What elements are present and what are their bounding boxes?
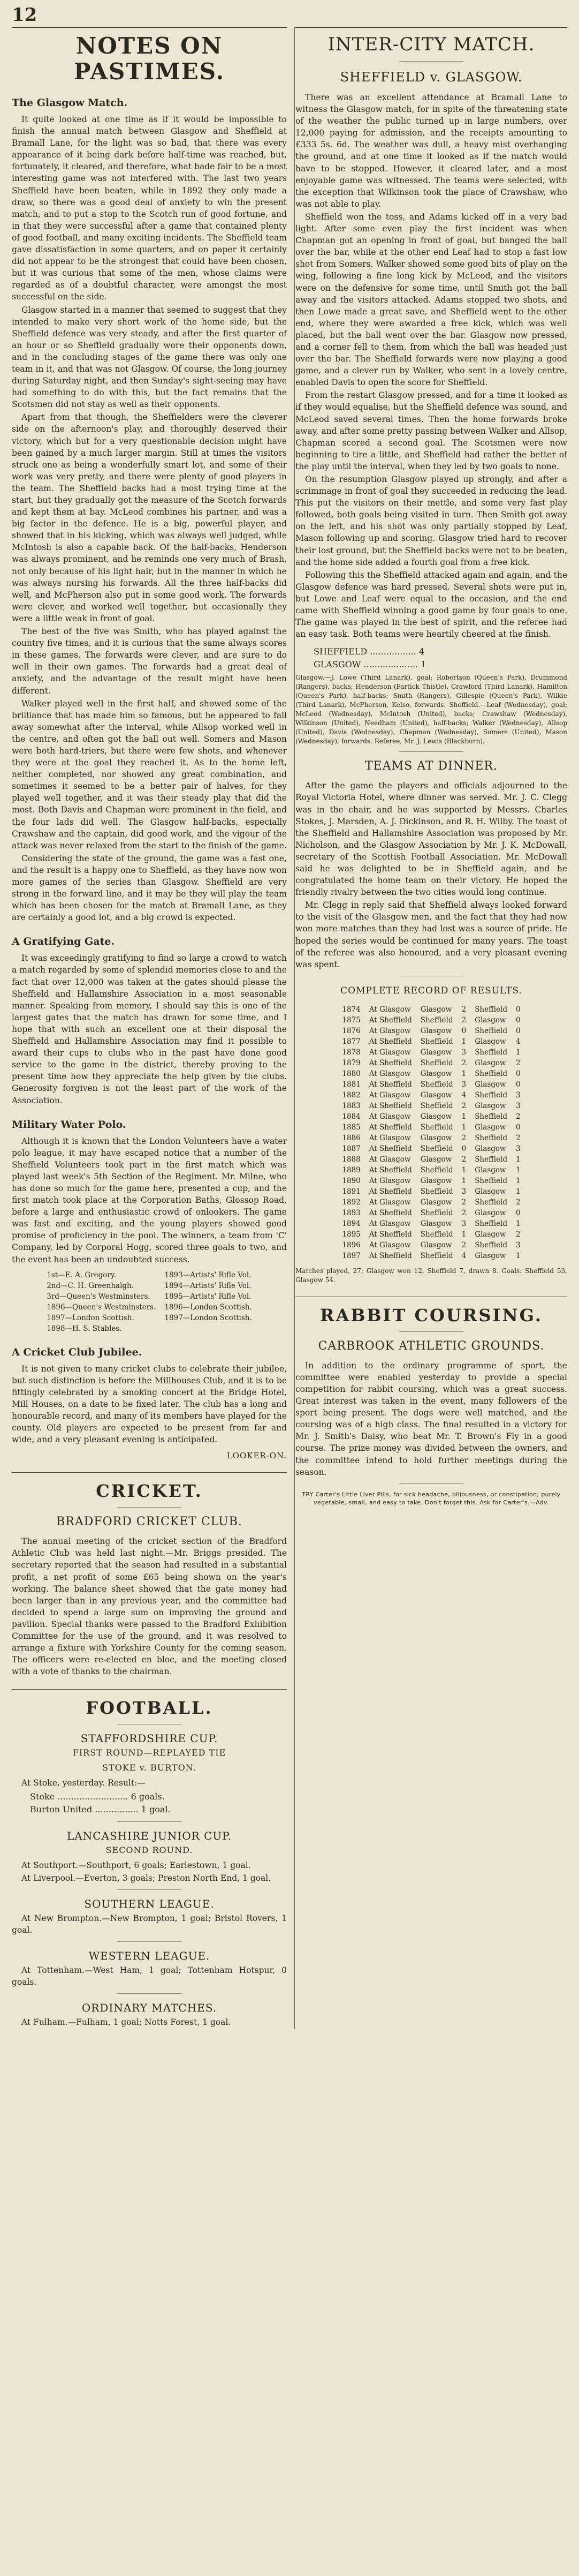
record-cell: 3: [515, 1240, 521, 1249]
rabbit-coursing-heading: RABBIT COURSING.: [320, 1305, 543, 1325]
lancashire-round: SECOND ROUND.: [105, 1844, 193, 1855]
record-cell: At Glasgow: [369, 1133, 411, 1142]
record-cell: 2: [461, 1133, 467, 1142]
record-cell: Sheffield: [420, 1144, 453, 1153]
record-cell: 2: [515, 1058, 521, 1067]
record-cell: At Sheffield: [369, 1101, 412, 1110]
record-cell: Sheffield: [475, 1005, 507, 1014]
record-cell: At Glasgow: [369, 1090, 411, 1099]
final-score-home: SHEFFIELD ................. 4: [314, 646, 425, 657]
record-cell: 1894: [342, 1219, 361, 1228]
match-report-paragraph: There was an excellent attendance at Bramall Lane to witness the Glasgow match, for in spite of the threatening state of the weather the public turned up in large numbers, over 12,000 paying for admission, and the receipts amounting to £333 5s. 6d. The weather was dull, a heavy mist overhanging the ground, and at one time it looked as if the match would have to be stopped. However, it cleared later, and a most enjoyable game was witnessed. The teams were selected, with the exception that Wilkinson took the place of Crawshaw, who was not able to play.: [295, 93, 567, 209]
record-cell: Sheffield: [420, 1208, 453, 1217]
record-cell: 0: [461, 1144, 467, 1153]
record-cell: Glasgow: [475, 1015, 506, 1025]
record-cell: Glasgow: [420, 1133, 452, 1142]
record-cell: At Sheffield: [369, 1144, 412, 1153]
polo-row: [42, 1291, 256, 1302]
record-cell: At Sheffield: [369, 1165, 412, 1174]
record-cell: Glasgow: [420, 1026, 452, 1035]
record-row: [338, 1079, 524, 1090]
section-rule: [12, 1472, 287, 1473]
record-cell: 1879: [342, 1058, 361, 1067]
polo-cell: 1898—H. S. Stables.: [47, 1324, 122, 1333]
record-row: [338, 1111, 524, 1122]
polo-row: [42, 1270, 256, 1281]
record-cell: Glasgow: [475, 1101, 506, 1110]
record-row: [338, 1122, 524, 1133]
record-cell: Sheffield: [420, 1080, 453, 1089]
record-cell: 1876: [342, 1026, 361, 1035]
record-cell: 3: [461, 1187, 467, 1196]
record-row: [338, 1036, 524, 1047]
record-row: [338, 1154, 524, 1165]
polo-cell: 1894—Artists' Rifle Vol.: [164, 1281, 252, 1290]
match-result: At New Brompton.—New Brompton, 1 goal; Bristol Rovers, 1 goal.: [12, 1913, 287, 1935]
football-heading: FOOTBALL.: [86, 1698, 213, 1719]
records-block: [295, 1004, 567, 1261]
record-row: [338, 1004, 524, 1015]
match-report-paragraph: On the resumption Glasgow played up strongly, and after a scrimmage in front of goal they succeeded in reducing the lead. This put the visitors on their mettle, and some very fast play followed, both goals being visited in turn. Then Smith got away on the left, and his shot was only partially stopped by Leaf, Mason following up and scoring. Glasgow tried hard to recover their lost ground, but the Sheffield backs were not to be beaten, and the home side added a fourth goal from a free kick.: [295, 474, 567, 567]
southern-league-heading: SOUTHERN LEAGUE.: [84, 1897, 215, 1910]
record-cell: At Sheffield: [369, 1251, 412, 1260]
advert-footer: TRY Carter's Little Liver Pills, for sick headache, biliousness, or constipation; purely vegetable, small, and easy to take. Don't forget this. Ask for Carter's.—Adv.: [302, 1490, 561, 1506]
record-cell: 3: [515, 1144, 521, 1153]
carbrook-paragraph: In addition to the ordinary programme of sport, the committee were enabled yesterday to provide a special competition for rabbit coursing, which was a great success. Great interest was taken in the event, many followers of the sport being present. The dogs were well matched, and the coursing was of a high class. The final resulted in a victory for Mr. J. Smith's Daisy, who beat Mr. T. Brown's Fly in a good course. The prize money was divided between the owners, and the committee intend to hold further meetings during the season.: [295, 1360, 567, 1477]
notes-title: NOTES ON PASTIMES.: [73, 33, 225, 85]
record-cell: At Sheffield: [369, 1080, 412, 1089]
record-cell: 1: [461, 1112, 467, 1121]
record-cell: At Sheffield: [369, 1037, 412, 1046]
bradford-paragraph: The annual meeting of the cricket section of the Bradford Athletic Club was held last night.—Mr. Briggs presided. The secretary reported that the season had resulted in a substantial profit, a net profit of some £65 being shown on the year's working. The balance sheet showed that the gate money had been larger than in any previous year, and the committee had decided to spend a large sum on improving the ground and pavilion. Special thanks were passed to the Bradford Exhibition Committee for the use of the ground, and it was resolved to arrange a fixture with Yorkshire County for the coming season. The officers were re-elected en bloc, and the meeting closed with a vote of thanks to the chairman.: [12, 1536, 287, 1677]
record-cell: 2: [461, 1005, 467, 1014]
record-cell: 1: [461, 1165, 467, 1174]
record-cell: Sheffield: [420, 1037, 453, 1046]
record-cell: Sheffield: [420, 1230, 453, 1239]
match-result: At Fulham.—Fulham, 1 goal; Notts Forest, 1 goal.: [21, 2017, 231, 2028]
record-cell: 4: [515, 1037, 521, 1046]
short-rule: [117, 1941, 181, 1942]
record-cell: At Glasgow: [369, 1155, 411, 1164]
record-cell: Glasgow: [475, 1080, 506, 1089]
record-cell: At Sheffield: [369, 1123, 412, 1132]
match-report-paragraph: Following this the Sheffield attacked again and again, and the Glasgow defence was hard pressed. Several shots were put in, but Lowe and Leaf were equal to the occasion, and the end came with Sheffield winning a good game by four goals to one. The game was played in the best of spirit, and the referee had an easy task. Both teams were heartily cheered at the finish.: [295, 570, 567, 639]
cricket-heading: CRICKET.: [96, 1481, 203, 1502]
staffordshire-round: FIRST ROUND—REPLAYED TIE: [72, 1748, 226, 1758]
polo-cell: 3rd—Queen's Westminsters.: [47, 1292, 150, 1301]
glasgow-paragraph: The best of the five was Smith, who has played against the country five times, and it is curious that the same always scores in these games. The forwards were clever, and are sure to do well in their own games. The forwards had a great deal of anxiety, and the advantage of the result might have been different.: [12, 627, 287, 696]
top-rule: [12, 27, 287, 28]
polo-winners-table: [42, 1270, 256, 1334]
record-cell: Glasgow: [475, 1058, 506, 1067]
match-subtitle: SHEFFIELD v. GLASGOW.: [340, 70, 523, 85]
record-cell: 1880: [342, 1069, 361, 1078]
record-cell: Sheffield: [420, 1058, 453, 1067]
record-row: [338, 1101, 524, 1111]
record-cell: Glasgow: [420, 1176, 452, 1185]
staffordshire-match: STOKE v. BURTON.: [102, 1762, 196, 1773]
record-cell: 2: [461, 1101, 467, 1110]
record-cell: At Glasgow: [369, 1176, 411, 1185]
record-row: [338, 1218, 524, 1229]
polo-row: [42, 1323, 256, 1334]
dinner-paragraph: After the game the players and officials adjourned to the Royal Victoria Hotel, where dinner was served. Mr. J. C. Clegg was in the chair, and he was supported by Messrs. Charles Stokes, J. Marsden, A. J. Dickinson, and R. H. Wilby. The toast of the Sheffield and Hallamshire Association was proposed by Mr. Nicholson, and the Glasgow Association by Mr. J. K. McDowall, secretary of the Scottish Football Association. Mr. McDowall said he was delighted to be in Sheffield again, and he congratulated the home team on their victory. He hoped the friendly rivalry between the two cities would long continue.: [295, 781, 567, 898]
record-cell: 1: [515, 1251, 521, 1260]
record-cell: Sheffield: [475, 1048, 507, 1057]
match-result: At Liverpool.—Everton, 3 goals; Preston North End, 1 goal.: [21, 1873, 271, 1883]
record-cell: 1877: [342, 1037, 361, 1046]
record-cell: Glasgow: [420, 1048, 452, 1057]
record-cell: Glasgow: [420, 1005, 452, 1014]
record-cell: At Glasgow: [369, 1112, 411, 1121]
record-cell: 1874: [342, 1005, 361, 1014]
polo-cell: 1897—London Scottish.: [164, 1313, 252, 1322]
record-cell: Glasgow: [475, 1037, 506, 1046]
record-row: [338, 1015, 524, 1026]
right-column: [295, 27, 567, 2029]
match-result: At Tottenham.—West Ham, 1 goal; Tottenham Hotspur, 0 goals.: [12, 1965, 287, 1987]
glasgow-paragraph: It quite looked at one time as if it would be impossible to finish the annual match between Glasgow and Sheffield at Bramall Lane, for the light was so bad, that there was every appearance of it being dark before half-time was reached, but, fortunately, it cleared, and therefore, what bade fair to be a most interesting game was not interfered with. The last two years Sheffield have been beaten, while in 1892 they only made a draw, so there was a good deal of anxiety to win the present match, and to put a stop to the Scotch run of good fortune, and in that they were successful after a game that contained plenty of good football, and many exciting incidents. The Sheffield team gave dissatisfaction in some quarters, and on paper it certainly did not appear to be the strongest that could have been chosen, but it was curious that some of the men, whose claims were regarded as of a doubtful character, were amongst the most successful on the side.: [12, 115, 287, 302]
record-cell: 1892: [342, 1197, 361, 1207]
record-cell: 4: [461, 1251, 467, 1260]
record-cell: Sheffield: [475, 1112, 507, 1121]
polo-paragraph: Although it is known that the London Volunteers have a water polo league, it may have escaped notice that a number of the Sheffield Volunteers took part in the first match which was played last week's 5th Section of the Regiment. Mr. Milne, who has done so much for the game here, presented a cup, and the first match took place at the Corporation Baths, Glossop Road, before a large and enthusiastic crowd of onlookers. The game was fast and exciting, and the young players showed good promise of proficiency in the pool. The winners, a team from 'C' Company, led by Corporal Hogg, scored three goals to two, and the event has been an undoubted success.: [12, 1136, 287, 1264]
match-report-paragraph: From the restart Glasgow pressed, and for a time it looked as if they would equalise, but the Sheffield defence was sound, and McLeod saved several times. Then the home forwards broke away, and after some pretty passing between Walker and Allsop, Chapman scored a second goal. The Scotsmen were now beginning to tire a little, and Sheffield had rather the better of the play until the interval, when they led by two goals to none.: [295, 390, 567, 471]
polo-row: [42, 1281, 256, 1291]
record-cell: 2: [461, 1197, 467, 1207]
record-cell: Sheffield: [420, 1251, 453, 1260]
record-cell: 1: [515, 1187, 521, 1196]
record-cell: Glasgow: [420, 1219, 452, 1228]
record-cell: Glasgow: [475, 1208, 506, 1217]
record-cell: 0: [515, 1123, 521, 1132]
staffordshire-cup-heading: STAFFORDSHIRE CUP.: [80, 1732, 218, 1745]
record-cell: 1: [461, 1037, 467, 1046]
columns: [12, 27, 567, 2029]
cricket-jubilee-heading: A Cricket Club Jubilee.: [12, 1346, 142, 1358]
short-rule: [399, 751, 463, 752]
record-cell: Glasgow: [420, 1240, 452, 1249]
record-cell: Glasgow: [420, 1197, 452, 1207]
record-cell: 2: [515, 1112, 521, 1121]
record-cell: At Glasgow: [369, 1026, 411, 1035]
score-line: Stoke .......................... 6 goals.: [30, 1791, 165, 1802]
polo-cell: 1897—London Scottish.: [47, 1313, 134, 1322]
record-cell: 2: [461, 1155, 467, 1164]
record-cell: Sheffield: [475, 1069, 507, 1078]
record-row: [338, 1208, 524, 1218]
polo-row: [42, 1302, 256, 1313]
record-cell: 2: [515, 1230, 521, 1239]
left-column: [12, 27, 295, 2029]
dinner-heading: TEAMS AT DINNER.: [364, 759, 498, 773]
record-cell: 1882: [342, 1090, 361, 1099]
record-cell: 1: [461, 1123, 467, 1132]
record-cell: At Sheffield: [369, 1208, 412, 1217]
record-cell: Glasgow: [420, 1069, 452, 1078]
short-rule: [399, 1483, 463, 1484]
glasgow-paragraph: Walker played well in the first half, and showed some of the brilliance that has made him so famous, but he appeared to fall away somewhat after the interval, while Allsop worked well in the centre, and often got the ball out well. Somers and Mason were both hard-triers, but there were few shots, and whenever they were at the goal they reached it. As to the home left, neither completed, nor showed any great combination, and sometimes it seemed to be a better pair of halves, for they played well together, and it was their steady play that did the most. Both Davis and Chapman were prominent in the field, and the four lads did well. The Glasgow half-backs, especially Crawshaw and the captain, did good work, and the vigour of the attack was never relaxed from the start to the finish of the game.: [12, 698, 287, 850]
glasgow-paragraph: Glasgow started in a manner that seemed to suggest that they intended to make very short work of the home side, but the Sheffield defence was very steady, and after the first quarter of an hour or so Sheffield gradually wore their opponents down, and in the concluding stages of the game there was only one team in it, and that was not Glasgow. Of course, the long journey during Saturday night, and then Sunday's sight-seeing may have had something to do with this, but the fact remains that the Scotsmen did not stay as well as their opponents.: [12, 305, 287, 410]
glasgow-heading: The Glasgow Match.: [12, 97, 128, 109]
record-cell: 0: [515, 1015, 521, 1025]
author-signature: LOOKER-ON.: [226, 1451, 287, 1461]
record-cell: 0: [515, 1005, 521, 1014]
record-cell: Glasgow: [475, 1123, 506, 1132]
record-cell: At Sheffield: [369, 1230, 412, 1239]
record-cell: 1895: [342, 1230, 361, 1239]
record-cell: 1: [461, 1230, 467, 1239]
record-cell: 1890: [342, 1176, 361, 1185]
record-cell: 1: [461, 1069, 467, 1078]
short-rule: [117, 1507, 181, 1508]
record-cell: 3: [515, 1101, 521, 1110]
record-cell: 1893: [342, 1208, 361, 1217]
section-rule: [12, 1689, 287, 1690]
record-cell: At Glasgow: [369, 1005, 411, 1014]
gate-paragraph: It was exceedingly gratifying to find so large a crowd to watch a match regarded by some of splendid memories close to and the fact that over 12,000 was taken at the gates should please the Sheffield and Hallamshire Association in a most seasonable manner. Speaking from memory, I should say this is one of the largest gates that the match has drawn for some time, and I hope that with such an excellent one at their disposal the Sheffield and Hallamshire Association may find it possible to award their cups to clubs who in the past have done good service to the game in the district, thereby proving to the present time how they appreciate the help given by the clubs. Generosity forgiven is not the least part of the work of the Association.: [12, 953, 287, 1105]
record-cell: Glasgow: [475, 1251, 506, 1260]
record-cell: Sheffield: [475, 1026, 507, 1035]
record-cell: 0: [515, 1026, 521, 1035]
record-cell: Sheffield: [475, 1133, 507, 1142]
record-cell: Sheffield: [420, 1123, 453, 1132]
record-cell: 1891: [342, 1187, 361, 1196]
short-rule: [399, 61, 463, 62]
polo-cell: [160, 1323, 256, 1334]
short-rule: [117, 1993, 181, 1994]
records-note: Matches played, 27; Glasgow won 12, Sheffield 7, drawn 8. Goals: Sheffield 53, Glasgow 54.: [295, 1267, 567, 1284]
ordinary-matches-heading: ORDINARY MATCHES.: [81, 2001, 217, 2015]
staffordshire-intro: At Stoke, yesterday. Result:—: [21, 1778, 146, 1788]
record-cell: Glasgow: [420, 1090, 452, 1099]
record-row: [338, 1133, 524, 1143]
record-cell: 4: [461, 1090, 467, 1099]
record-cell: Glasgow: [475, 1230, 506, 1239]
record-cell: 1888: [342, 1155, 361, 1164]
record-cell: 0: [515, 1080, 521, 1089]
records-heading: COMPLETE RECORD OF RESULTS.: [340, 985, 522, 996]
record-cell: At Glasgow: [369, 1240, 411, 1249]
record-cell: 1878: [342, 1048, 361, 1057]
record-row: [338, 1186, 524, 1197]
record-row: [338, 1058, 524, 1068]
record-cell: 1: [515, 1048, 521, 1057]
record-row: [338, 1176, 524, 1186]
record-cell: 1: [515, 1219, 521, 1228]
record-cell: 0: [515, 1208, 521, 1217]
record-row: [338, 1026, 524, 1036]
record-cell: Glasgow: [475, 1165, 506, 1174]
polo-cell: 1893—Artists' Rifle Vol.: [164, 1270, 252, 1279]
record-cell: At Sheffield: [369, 1058, 412, 1067]
polo-cell: 2nd—C. H. Greenhalgh.: [47, 1281, 134, 1290]
polo-cell: 1896—Queen's Westminsters.: [47, 1302, 156, 1312]
record-cell: 3: [461, 1080, 467, 1089]
record-row: [338, 1197, 524, 1208]
record-cell: 2: [515, 1197, 521, 1207]
record-cell: 2: [515, 1133, 521, 1142]
top-rule: [295, 27, 567, 28]
record-cell: At Sheffield: [369, 1187, 412, 1196]
record-cell: 1: [515, 1176, 521, 1185]
record-cell: 0: [461, 1026, 467, 1035]
record-cell: Glasgow: [475, 1187, 506, 1196]
record-cell: Sheffield: [420, 1165, 453, 1174]
final-score-away: GLASGOW .................... 1: [314, 659, 426, 670]
record-cell: 0: [515, 1069, 521, 1078]
polo-heading: Military Water Polo.: [12, 1118, 126, 1131]
page-number: 12: [12, 4, 37, 26]
bradford-heading: BRADFORD CRICKET CLUB.: [56, 1515, 242, 1529]
record-cell: 1881: [342, 1080, 361, 1089]
record-cell: Sheffield: [475, 1219, 507, 1228]
record-row: [338, 1143, 524, 1154]
record-cell: At Glasgow: [369, 1219, 411, 1228]
record-cell: 2: [461, 1058, 467, 1067]
glasgow-paragraph: Considering the state of the ground, the game was a fast one, and the result is a happy one to Sheffield, as they have now won more games of the series than Glasgow. Sheffield are very strong in the forward line, and it may be they will play the team which has been chosen for the match at Bramall Lane, as they are certainly a good lot, and a big crowd is expected.: [12, 853, 287, 923]
score-line: Burton United ................ 1 goal.: [30, 1804, 171, 1814]
record-cell: 1884: [342, 1112, 361, 1121]
polo-cell: 1895—Artists' Rifle Vol.: [164, 1292, 252, 1301]
record-cell: 1887: [342, 1144, 361, 1153]
record-cell: At Sheffield: [369, 1015, 412, 1025]
record-cell: Sheffield: [420, 1015, 453, 1025]
record-cell: Glasgow: [420, 1155, 452, 1164]
record-cell: Sheffield: [475, 1155, 507, 1164]
record-cell: 1897: [342, 1251, 361, 1260]
record-row: [338, 1240, 524, 1251]
record-cell: 3: [515, 1090, 521, 1099]
short-rule: [117, 1889, 181, 1890]
record-cell: At Glasgow: [369, 1048, 411, 1057]
polo-cell: 1896—London Scottish.: [164, 1302, 252, 1312]
record-cell: 1889: [342, 1165, 361, 1174]
record-cell: Sheffield: [475, 1197, 507, 1207]
record-cell: Sheffield: [420, 1101, 453, 1110]
record-row: [338, 1229, 524, 1240]
record-cell: 2: [461, 1208, 467, 1217]
record-cell: At Glasgow: [369, 1069, 411, 1078]
record-cell: Sheffield: [475, 1176, 507, 1185]
record-cell: 2: [461, 1015, 467, 1025]
record-cell: Glasgow: [420, 1112, 452, 1121]
dinner-paragraph: Mr. Clegg in reply said that Sheffield always looked forward to the visit of the Glasgow men, and the fact that they had now won more matches than they had lost was a source of pride. He hoped the series would be continued for many years. The toast of the referee was also honoured, and a very pleasant evening was spent.: [295, 900, 567, 969]
record-cell: 1: [461, 1176, 467, 1185]
record-cell: 1883: [342, 1101, 361, 1110]
record-cell: 1: [515, 1165, 521, 1174]
record-cell: 1885: [342, 1123, 361, 1132]
record-cell: 1875: [342, 1015, 361, 1025]
record-cell: Sheffield: [475, 1240, 507, 1249]
record-cell: Sheffield: [475, 1090, 507, 1099]
record-cell: At Glasgow: [369, 1197, 411, 1207]
record-cell: 1: [515, 1155, 521, 1164]
record-row: [338, 1251, 524, 1261]
short-rule: [399, 1331, 463, 1332]
record-row: [338, 1165, 524, 1176]
record-cell: Glasgow: [475, 1144, 506, 1153]
record-cell: 1896: [342, 1240, 361, 1249]
record-cell: Sheffield: [420, 1187, 453, 1196]
records-table: [338, 1004, 524, 1261]
record-cell: 3: [461, 1048, 467, 1057]
cricket-jubilee-paragraph: It is not given to many cricket clubs to celebrate their jubilee, but such distinction is before the Millhouses Club, and it is to be fittingly celebrated by a smoking concert at the Bridge Hotel, Mill Houses, on a date to be fixed later. The club has a long and honourable record, and many of its members have played for the county. Old players are expected to be present from far and wide, and a very pleasant evening is anticipated.: [12, 1364, 287, 1445]
record-row: [338, 1068, 524, 1079]
short-rule: [117, 1821, 181, 1822]
match-report-paragraph: Sheffield won the toss, and Adams kicked off in a very bad light. After some even play the first incident was when Chapman got an opening in front of goal, but banged the ball over the bar, while at the other end Leaf had to stop a fast low shot from Somers. Walker showed some good bits of play on the wing, following a fine long kick by McLeod, and the visitors were on the defensive for some time, until Smith got the ball away and the visitors attacked. Adams stopped two shots, and then Lowe made a great save, and Sheffield went to the other end, where they were awarded a free kick, which was well placed, but the ball went over the bar. Glasgow now pressed, and a corner fell to them, from which the ball was headed just over the bar. The Sheffield forwards were now playing a good game, and a clever run by Walker, who sent in a lovely centre, enabled Davis to open the score for Sheffield.: [295, 212, 567, 388]
record-row: [338, 1047, 524, 1058]
glasgow-paragraph: Apart from that though, the Sheffielders were the cleverer side on the afternoon's play, and thoroughly deserved their victory, which but for a very questionable decision might have been gained by a much larger margin. Still at times the visitors struck one as being a wonderfully smart lot, and some of their work was very pretty, and there were plenty of good players in the team. The Sheffield backs had a most trying time at the start, but they gradually got the measure of the Scotch forwards and kept them at bay. McLeod combines his partner, and was a big factor in the defence. He is a big, powerful player, and showed that in his kicking, which was always well judged, while McIntosh is also a capable back. Of the half-backs, Henderson was always prominent, and he reminds one very much of Brash, not only because of his light hair, but in the manner in which he was always nursing his forwards. All the three half-backs did well, and McPherson also put in some good work. The forwards were clever, and worked well together, but occasionally they were a little weak in front of goal.: [12, 412, 287, 623]
polo-cell: 1st—E. A. Gregory.: [47, 1270, 116, 1279]
inter-city-title: INTER-CITY MATCH.: [327, 34, 535, 55]
record-cell: 1886: [342, 1133, 361, 1142]
record-cell: 2: [461, 1240, 467, 1249]
carbrook-heading: CARBROOK ATHLETIC GROUNDS.: [318, 1339, 545, 1353]
western-league-heading: WESTERN LEAGUE.: [88, 1949, 210, 1962]
record-row: [338, 1090, 524, 1101]
record-cell: 3: [461, 1219, 467, 1228]
polo-row: [42, 1313, 256, 1323]
lancashire-cup-heading: LANCASHIRE JUNIOR CUP.: [66, 1829, 232, 1842]
team-lineups: Glasgow.—J. Lowe (Third Lanark), goal; Robertson (Queen's Park), Drummond (Rangers), backs; Henderson (Partick Thistle), Crawford (Third Lanark), Hamilton (Queen's Park), half-backs; Smith (Rangers), Gillespie (Queen's Park), Wilkie (Third Lanark), McPherson, Kelso, forwards. Sheffield.—Leaf (Wednesday), goal; McLeod (Wednesday), McIntosh (United), backs; Crawshaw (Wednesday), Wilkinson (United), Needham (United), half-backs; Walker (Wednesday), Allsop (United), Davis (Wednesday), Chapman (Wednesday), Somers (United), Mason (Wednesday), forwards. Referee, Mr. J. Lewis (Blackburn).: [295, 674, 567, 745]
gate-heading: A Gratifying Gate.: [12, 936, 115, 948]
match-result: At Southport.—Southport, 6 goals; Earlestown, 1 goal.: [21, 1860, 251, 1870]
